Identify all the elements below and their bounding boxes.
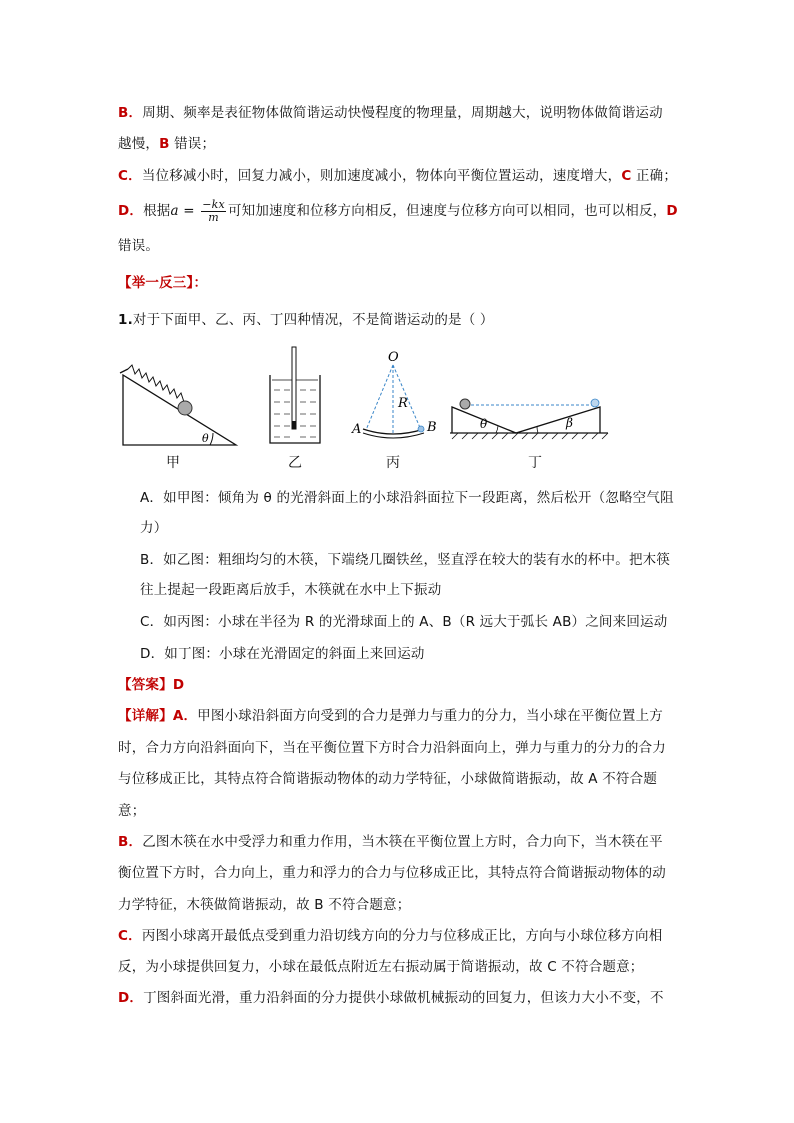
explanation-c-line2: 反，为小球提供回复力，小球在最低点附近左右振动属于简谐振动，故 C 不符合题意； [118,959,644,975]
option-letter-b: B． [118,105,143,121]
answer-line [118,675,184,695]
question-number: 1. [118,312,133,328]
explanation-a-line1 [118,706,663,726]
formula-fraction [201,199,226,224]
answer-label: 【答案】 [118,677,173,693]
explanation-b-text1: 乙图木筷在水中受浮力和重力作用，当木筷在平衡位置上方时，合力向下，当木筷在平 [142,834,663,850]
label-A: A [352,422,362,437]
beta-ding: β [566,416,573,430]
option-c: C．如丙图：小球在半径为 R 的光滑球面上的 A、B（R 远大于弧长 AB）之间来回运动 [140,614,668,630]
chopstick [292,347,296,429]
paragraph-c-text2: 正确； [631,168,678,184]
explanation-a-letter: A． [172,708,198,724]
ball-bing [418,426,424,432]
paragraph-b-text3: 错误； [169,136,216,152]
explanation-label: 【详解】 [118,708,173,724]
paragraph-b-line2 [118,134,215,154]
question-text: 对于下面甲、乙、丙、丁四种情况，不是简谐运动的是（ ） [132,312,494,328]
label-B: B [427,420,437,435]
explanation-c-line1 [118,926,662,946]
option-b-line2: 往上提起一段距离后放手，木筷就在水中上下振动 [140,582,442,598]
figure-label-jia: 甲 [166,455,180,471]
formula-eq: = [178,203,200,219]
paragraph-b-text: 周期、频率是表征物体做简谐运动快慢程度的物理量，周期越大，说明物体做简谐运动 [142,105,663,121]
explanation-a-line2: 时，合力方向沿斜面向下，当在平衡位置下方时合力沿斜面向上，弹力与重力的分力的合力 [118,740,666,756]
paragraph-c-ref: C [621,168,632,184]
paragraph-d-post: 可知加速度和位移方向相反，但速度与位移方向可以相同，也可以相反， [227,203,667,219]
figure-label-ding: 丁 [528,455,542,471]
option-d: D．如丁图：小球在光滑固定的斜面上来回运动 [140,646,425,662]
option-a-line1: A．如甲图：倾角为 θ 的光滑斜面上的小球沿斜面拉下一段距离，然后松开（忽略空气阻 [140,490,674,506]
explanation-a-line3: 与位移成正比，其特点符合简谐振动物体的动力学特征，小球做简谐振动，故 A 不符合题 [118,771,658,787]
explanation-d-line1 [118,988,664,1008]
figure-jia [120,365,236,445]
explanation-b-line1 [118,832,663,852]
formula-numerator: −kx [202,197,225,211]
paragraph-b-text2: 越慢， [118,136,160,152]
theta-jia: θ [202,432,209,445]
paragraph-d-ref: D [666,203,678,219]
explanation-d-text1: 丁图斜面光滑，重力沿斜面的分力提供小球做机械振动的回复力，但该力大小不变，不 [143,990,664,1006]
figure-bing [351,350,437,438]
label-R: R [398,396,408,411]
paragraph-c [118,166,677,186]
ball-ding-right [591,399,599,407]
explanation-a-text1: 甲图小球沿斜面方向受到的合力是弹力与重力的分力，当小球在平衡位置上方 [197,708,663,724]
paragraph-d-pre: 根据 [143,203,171,219]
paragraph-c-text: 当位移减小时，回复力减小，则加速度减小，物体向平衡位置运动，速度增大， [141,168,622,184]
section-title: 【举一反三】： [118,275,208,291]
paragraph-d-line2-text: 错误。 [118,238,160,254]
explanation-c-text1: 丙图小球离开最低点受到重力沿切线方向的分力与位移成正比，方向与小球位移方向相 [141,928,663,944]
formula-a: a [170,203,179,219]
paragraph-b-line1 [118,103,663,123]
option-b-line1: B．如乙图：粗细均匀的木筷，下端绕几圈铁丝，竖直浮在较大的装有水的杯中。把木筷 [140,552,671,568]
figure-yi [270,347,320,443]
figure-label-bing: 丙 [386,455,400,471]
paragraph-b-ref: B [159,136,170,152]
label-O: O [388,350,399,365]
answer-value: D [172,677,185,693]
explanation-a-line4: 意； [118,803,146,819]
paragraph-d-line1 [118,198,678,224]
option-letter-c: C． [118,168,142,184]
explanation-d-letter: D． [118,990,144,1006]
explanation-b-line2: 衡位置下方时，合力向上，重力和浮力的合力与位移成正比，其特点符合简谐振动物体的动 [118,865,666,881]
formula-denominator: m [208,210,219,224]
ball-jia [178,401,192,415]
explanation-b-line3: 力学特征，木筷做简谐振动，故 B 不符合题意； [118,897,411,913]
paragraph-d-line2 [118,236,159,256]
ball-ding-left [460,399,470,409]
question-stem [118,310,494,330]
figure-ding [450,399,608,439]
explanation-c-letter: C． [118,928,142,944]
option-letter-d: D． [118,203,144,219]
option-a-line2: 力） [140,520,168,536]
figure-label-yi: 乙 [288,455,302,471]
theta-ding: θ [480,417,488,431]
explanation-b-letter: B． [118,834,143,850]
